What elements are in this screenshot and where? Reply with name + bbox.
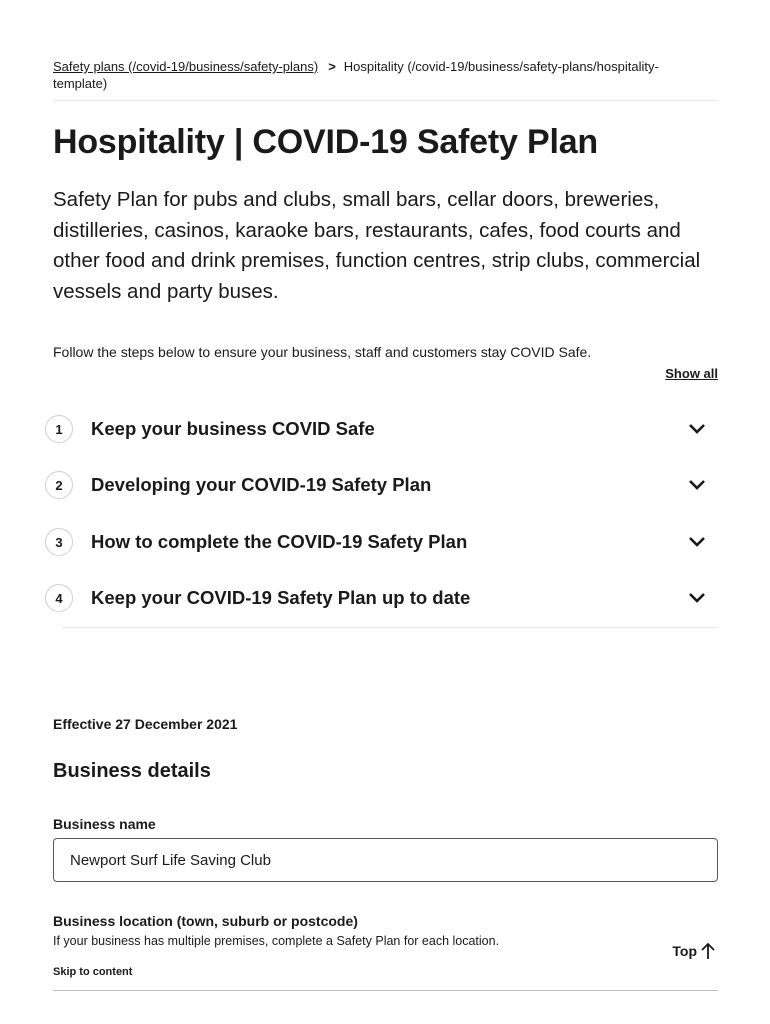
step-number: 3 — [45, 528, 73, 556]
step-label: How to complete the COVID-19 Safety Plan — [91, 531, 468, 552]
arrow-up-icon — [701, 942, 715, 960]
page-title: Hospitality | COVID-19 Safety Plan — [53, 123, 598, 161]
page-lede: Safety Plan for pubs and clubs, small bars, cellar doors, breweries, distilleries, casinos, karaoke bars, restaurants, cafes, food courts and other food and drink premises, function centres, strip clubs, commercial vessels and party buses. — [53, 188, 701, 303]
chevron-down-icon — [688, 423, 706, 435]
breadcrumb — [53, 58, 673, 92]
step-number: 4 — [45, 584, 73, 612]
chevron-down-icon — [688, 592, 706, 604]
business-name-input[interactable] — [53, 838, 718, 882]
top-label: Top — [672, 943, 697, 959]
skip-to-content-link[interactable]: Skip to content — [53, 966, 133, 978]
breadcrumb-divider — [53, 100, 718, 101]
step-label: Developing your COVID-19 Safety Plan — [91, 474, 432, 495]
breadcrumb-current: Hospitality (/covid-19/business/safety-plans/hospitality-template) — [53, 59, 659, 91]
breadcrumb-separator-icon: > — [328, 59, 336, 74]
steps-intro: Follow the steps below to ensure your business, staff and customers stay COVID Safe. — [53, 344, 592, 360]
show-all-button[interactable]: Show all — [665, 366, 718, 381]
chevron-down-icon — [688, 536, 706, 548]
breadcrumb-link-safety-plans[interactable]: Safety plans (/covid-19/business/safety-plans) — [53, 59, 319, 74]
step-label: Keep your COVID-19 Safety Plan up to date — [91, 587, 471, 608]
accordion-divider — [62, 627, 718, 628]
accordion-step-1[interactable] — [45, 409, 720, 449]
section-title: Business details — [53, 760, 211, 782]
business-location-hint: If your business has multiple premises, complete a Safety Plan for each location. — [53, 934, 500, 948]
accordion-step-4[interactable] — [45, 578, 720, 618]
accordion-step-3[interactable] — [45, 522, 720, 562]
footer-divider — [53, 990, 718, 991]
business-location-label: Business location (town, suburb or postcode) — [53, 913, 358, 929]
effective-date: Effective 27 December 2021 — [53, 716, 238, 732]
step-number: 1 — [45, 415, 73, 443]
step-number: 2 — [45, 471, 73, 499]
back-to-top-button[interactable] — [672, 942, 715, 960]
chevron-down-icon — [688, 479, 706, 491]
business-name-label: Business name — [53, 816, 156, 832]
step-label: Keep your business COVID Safe — [91, 418, 375, 439]
accordion-step-2[interactable] — [45, 465, 720, 505]
